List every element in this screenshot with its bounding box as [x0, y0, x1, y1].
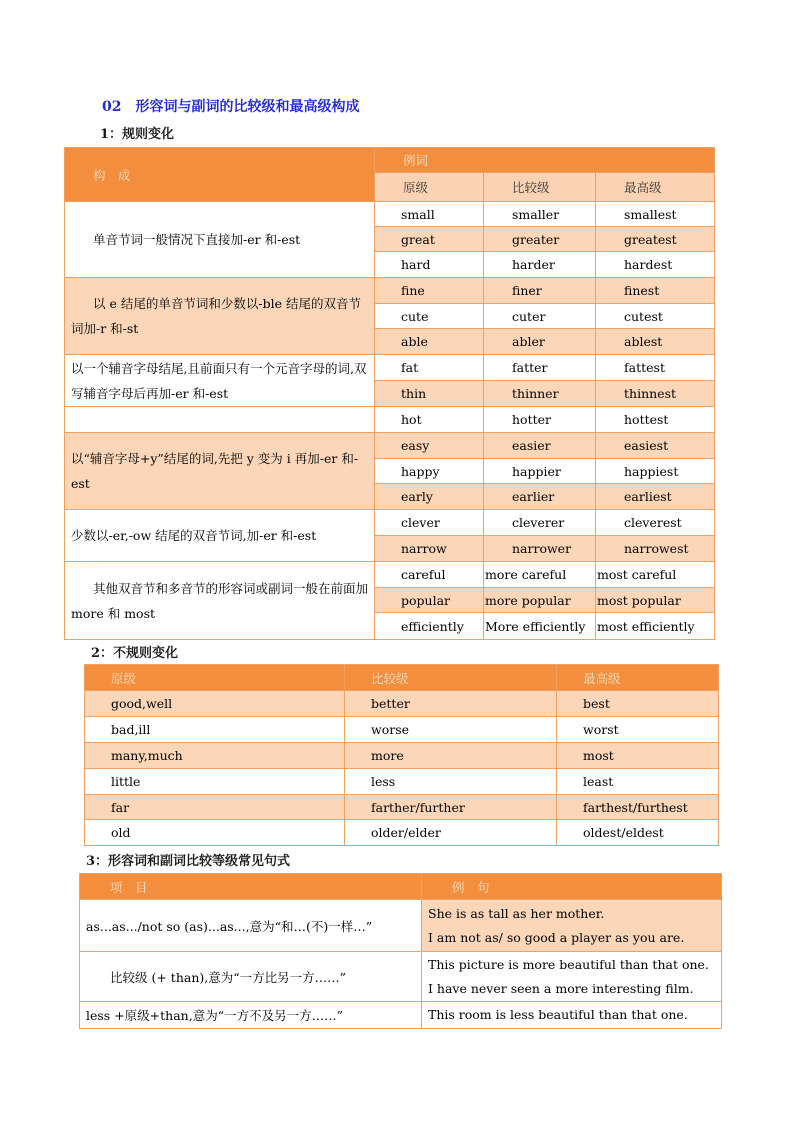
word-base: early [375, 484, 484, 510]
heading-title: 形容词与副词的比较级和最高级构成 [135, 99, 360, 115]
word-base: efficiently [375, 613, 484, 640]
word-comparative: earlier [484, 484, 596, 510]
pattern-item: as...as.../not so (as)...as...,意为“和…(不)一样…” [80, 900, 422, 952]
regular-change-table [64, 147, 715, 640]
irregular-base-header: 原级 [85, 665, 345, 691]
pattern-examples [422, 952, 722, 1002]
irregular-superlative: farthest/furthest [557, 795, 719, 820]
irregular-comparative: better [345, 691, 557, 717]
word-base: great [375, 227, 484, 252]
section2-title: 2：不规则变化 [91, 646, 179, 661]
word-base: fat [375, 355, 484, 381]
word-base: hot [375, 407, 484, 433]
word-comparative: fatter [484, 355, 596, 381]
rule-text [65, 407, 375, 433]
word-comparative: More efficiently [484, 613, 596, 640]
word-superlative: finest [596, 278, 715, 304]
word-superlative: cutest [596, 304, 715, 329]
pattern-item: 比较级 (+ than),意为“一方比另一方……” [80, 952, 422, 1002]
irregular-comparative: less [345, 769, 557, 795]
section3-title: 3：形容词和副词比较等级常见句式 [86, 854, 291, 869]
word-superlative: ablest [596, 329, 715, 355]
word-comparative: more careful [484, 562, 596, 588]
word-base: narrow [375, 536, 484, 562]
irregular-superlative: oldest/eldest [557, 820, 719, 846]
irregular-base: bad,ill [85, 717, 345, 743]
word-comparative: smaller [484, 202, 596, 227]
word-base: hard [375, 252, 484, 278]
word-comparative: harder [484, 252, 596, 278]
word-superlative: most popular [596, 588, 715, 613]
word-comparative: greater [484, 227, 596, 252]
examples-header: 例词 [375, 148, 715, 173]
example-sentence: I have never seen a more interesting film. [428, 980, 694, 996]
irregular-comparative: older/elder [345, 820, 557, 846]
word-superlative: easiest [596, 433, 715, 459]
word-superlative: smallest [596, 202, 715, 227]
section1-title: 1：规则变化 [100, 127, 175, 142]
irregular-base: little [85, 769, 345, 795]
rule-text: 其他双音节和多音节的形容词或副词一般在前面加 more 和 most [65, 562, 375, 640]
word-comparative: easier [484, 433, 596, 459]
word-base: small [375, 202, 484, 227]
irregular-comparative: more [345, 743, 557, 769]
rule-text: 单音节词一般情况下直接加-er 和-est [65, 202, 375, 278]
irregular-base: far [85, 795, 345, 820]
rule-text: 以 e 结尾的单音节词和少数以-ble 结尾的双音节词加-r 和-st [65, 278, 375, 355]
word-comparative: abler [484, 329, 596, 355]
construction-header: 构 成 [65, 148, 375, 202]
word-comparative: more popular [484, 588, 596, 613]
word-comparative: happier [484, 459, 596, 484]
word-superlative: greatest [596, 227, 715, 252]
irregular-base: good,well [85, 691, 345, 717]
word-comparative: cleverer [484, 510, 596, 536]
irregular-comparative: farther/further [345, 795, 557, 820]
example-header: 例 句 [422, 874, 722, 900]
word-comparative: narrower [484, 536, 596, 562]
word-base: able [375, 329, 484, 355]
irregular-comparative: worse [345, 717, 557, 743]
word-comparative: hotter [484, 407, 596, 433]
word-superlative: hottest [596, 407, 715, 433]
word-base: fine [375, 278, 484, 304]
irregular-base: many,much [85, 743, 345, 769]
irregular-superlative: worst [557, 717, 719, 743]
word-comparative: cuter [484, 304, 596, 329]
rule-text: 少数以-er,-ow 结尾的双音节词,加-er 和-est [65, 510, 375, 562]
word-superlative: fattest [596, 355, 715, 381]
example-sentence: This picture is more beautiful than that one. [428, 956, 709, 972]
superlative-header: 最高级 [596, 173, 715, 202]
base-header: 原级 [375, 173, 484, 202]
irregular-superlative: least [557, 769, 719, 795]
word-base: careful [375, 562, 484, 588]
word-superlative: most efficiently [596, 613, 715, 640]
example-sentence: I am not as/ so good a player as you are. [428, 929, 685, 945]
irregular-superlative: best [557, 691, 719, 717]
comparative-header: 比较级 [484, 173, 596, 202]
example-sentence: She is as tall as her mother. [428, 905, 605, 921]
irregular-superlative-header: 最高级 [557, 665, 719, 691]
irregular-base: old [85, 820, 345, 846]
word-comparative: thinner [484, 381, 596, 407]
word-base: easy [375, 433, 484, 459]
irregular-superlative: most [557, 743, 719, 769]
word-superlative: thinnest [596, 381, 715, 407]
word-base: cute [375, 304, 484, 329]
word-superlative: earliest [596, 484, 715, 510]
word-superlative: hardest [596, 252, 715, 278]
word-base: clever [375, 510, 484, 536]
item-header: 项 目 [80, 874, 422, 900]
heading-number: 02 [102, 99, 122, 115]
word-superlative: happiest [596, 459, 715, 484]
sentence-pattern-table [79, 873, 722, 1029]
example-sentence: This room is less beautiful than that one. [428, 1007, 688, 1022]
pattern-examples [422, 900, 722, 952]
word-base: happy [375, 459, 484, 484]
word-superlative: narrowest [596, 536, 715, 562]
pattern-examples [422, 1002, 722, 1029]
section-heading [102, 96, 373, 116]
word-superlative: cleverest [596, 510, 715, 536]
irregular-change-table [84, 664, 719, 846]
word-base: thin [375, 381, 484, 407]
irregular-comparative-header: 比较级 [345, 665, 557, 691]
word-superlative: most careful [596, 562, 715, 588]
word-base: popular [375, 588, 484, 613]
word-comparative: finer [484, 278, 596, 304]
rule-text: 以一个辅音字母结尾,且前面只有一个元音字母的词,双写辅音字母后再加-er 和-est [65, 355, 375, 407]
pattern-item: less +原级+than,意为“一方不及另一方……” [80, 1002, 422, 1029]
rule-text: 以“辅音字母+y”结尾的词,先把 y 变为 i 再加-er 和-est [65, 433, 375, 510]
